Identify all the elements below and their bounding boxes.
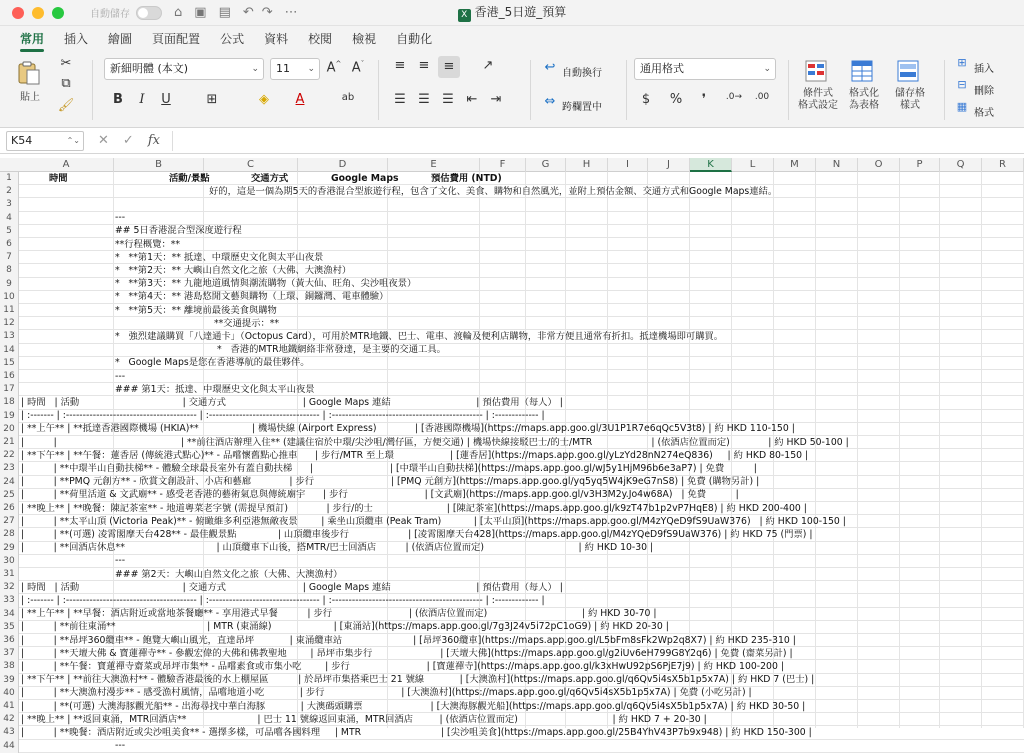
merge-center-button[interactable]: 跨欄置中 — [562, 102, 602, 113]
tab-home[interactable]: 常用 — [10, 30, 54, 52]
number-format-value: 通用格式 — [640, 62, 684, 75]
cell-area[interactable] — [19, 172, 1024, 752]
row-header[interactable]: 7 — [0, 251, 19, 264]
bold-button[interactable]: B — [113, 92, 123, 107]
insert-function-icon[interactable]: fx — [147, 133, 160, 148]
chevron-down-icon: ⌃⌄ — [66, 135, 80, 145]
tab-insert[interactable]: 插入 — [64, 32, 89, 46]
ribbon-tabs — [0, 26, 1024, 52]
cell-text[interactable]: | | **荷里活道 & 文武廟** - 感受老香港的藝術氣息與傳統廟宇 | 步行 | [文武廟](https://maps.app.goo.gl/v3H3M2y.Jo4w68A) | 免費 | — [21, 489, 739, 501]
save-icon[interactable]: ▣ — [194, 5, 207, 20]
column-header-i[interactable]: I — [608, 158, 648, 172]
row-header[interactable]: 44 — [0, 740, 19, 753]
column-header-r[interactable]: R — [982, 158, 1024, 172]
cell-styles-label-2[interactable]: 樣式 — [900, 100, 920, 111]
cell-text[interactable]: --- — [115, 740, 126, 752]
zoom-window-button[interactable] — [52, 7, 64, 19]
font-size-select[interactable] — [270, 58, 320, 80]
conditional-format-label-2[interactable]: 格式設定 — [798, 100, 838, 111]
header-cell[interactable]: 時間 — [49, 172, 68, 184]
increase-font-icon[interactable]: A^ — [326, 60, 342, 76]
cell-text[interactable]: | | **前往東涌** | MTR (東涌線) | [東涌站](https://maps.app.goo.gl/7g3J24v5i72pC1oG9) | 約 HKD 20-30 | — [21, 621, 669, 633]
cell-text[interactable]: * **第4天：** 港島悠閒文藝與購物（上環、銅鑼灣、電車體驗） — [115, 291, 389, 303]
cell-text[interactable]: | | **天壇大佛 & 寶蓮禪寺** - 參觀宏偉的大佛和佛教聖地 | 昂坪市集步行 | [天壇大佛](https://maps.app.goo.gl/g2iUv6eH799G8Y2q6) | 免費 (齋菜另計) | — [21, 647, 793, 659]
row-header[interactable]: 34 — [0, 608, 19, 621]
column-header-m[interactable]: M — [774, 158, 816, 172]
format-cells-button[interactable]: 格式 — [974, 108, 994, 119]
cell-text[interactable]: **行程概覽：** — [115, 238, 181, 250]
row-header[interactable]: 11 — [0, 304, 19, 317]
cell-text[interactable]: * **第2天：** 大嶼山自然文化之旅（大佛、大澳漁村） — [115, 264, 352, 276]
row-header[interactable]: 26 — [0, 502, 19, 515]
save-as-icon[interactable]: ▤ — [218, 5, 231, 20]
ribbon-home — [0, 52, 1024, 128]
row-header[interactable]: 24 — [0, 476, 19, 489]
align-left-icon[interactable]: ☰ — [394, 92, 406, 107]
cell-text[interactable]: | **下午** | **前往大澳漁村** - 體驗香港最後的水上棚屋區 | 於昂坪市集搭乘巴士 21 號線 | [大澳漁村](https://maps.app.goo.gl/q6Qv5i4sX5b1p5x7A) | 約 HKD 7 (巴士) | — [21, 674, 815, 686]
row-header[interactable]: 16 — [0, 370, 19, 383]
row-header[interactable]: 39 — [0, 674, 19, 687]
cell-text[interactable]: 好的，這是一個為期5天的香港混合型旅遊行程，包含了文化、美食、購物和自然風光，並附上預估金額、交通方式和Google Maps連結。 — [209, 185, 778, 197]
gridline — [857, 172, 858, 728]
cell-text[interactable]: | | | **前往酒店辦理入住** (建議住宿於中環/尖沙咀/灣仔區，方便交通) | 機場快線接駁巴士/的士/MTR | (依酒店位置而定) | 約 HKD 50-100 | — [21, 436, 849, 448]
paste-icon[interactable] — [16, 60, 42, 86]
cell-text[interactable]: | **上午** | **早餐：酒店附近或當地茶餐廳** - 享用港式早餐 | 步行 | (依酒店位置而定) | 約 HKD 30-70 | — [21, 608, 657, 620]
cell-text[interactable]: | :------- | :--------------------------------------- | :--------------------------------- | :--------------------------------------------- | :------------- | — [21, 410, 545, 422]
chevron-down-icon: ⌄ — [251, 64, 259, 74]
row-header[interactable]: 27 — [0, 515, 19, 528]
gridline — [899, 172, 900, 728]
column-header-q[interactable]: Q — [940, 158, 982, 172]
cell-text[interactable]: * 香港的MTR地鐵網絡非常發達，是主要的交通工具。 — [217, 344, 446, 356]
row-header[interactable]: 29 — [0, 542, 19, 555]
format-cells-icon[interactable]: ▦ — [956, 100, 968, 113]
row-header[interactable]: 33 — [0, 594, 19, 607]
cell-text[interactable]: | **下午** | **午餐：蓮香居 (傳統港式點心)** - 品嚐懷舊點心推車 | 步行/MTR 至上環 | [蓮香居](https://maps.app.goo.gl/yLzYd28nN274eQ836) | 約 HKD 80-150 | — [21, 449, 809, 461]
align-right-icon[interactable]: ☰ — [442, 92, 454, 107]
cell-text[interactable]: | :------- | :--------------------------------------- | :--------------------------------- | :--------------------------------------------- | :------------- | — [21, 594, 545, 606]
cell-text[interactable]: | 時間 | 活動 | 交通方式 | Google Maps 連結 | 預估費用（每人） | — [21, 581, 563, 593]
cell-text[interactable]: | | **PMQ 元創方** - 欣賞文創設計、小店和藝廊 | 步行 | [PMQ 元創方](https://maps.app.goo.gl/yq5yq5W4jK9eG7nS8) | 免費 (購物另計) | — [21, 476, 760, 488]
format-painter-icon[interactable]: 🖌 — [57, 98, 75, 113]
row-header[interactable]: 17 — [0, 383, 19, 396]
cell-text[interactable]: **交通提示：** — [214, 317, 280, 329]
cell-text[interactable]: | | **回酒店休息** | 山頂纜車下山後，搭MTR/巴士回酒店 | (依酒店位置而定) | 約 HKD 10-30 | — [21, 542, 654, 554]
number-format-select[interactable] — [634, 58, 776, 80]
wrap-text-icon[interactable]: ↩ — [544, 60, 556, 75]
tab-draw[interactable]: 繪圖 — [108, 32, 133, 46]
column-header-d[interactable]: D — [298, 158, 388, 172]
tab-automate[interactable]: 自動化 — [396, 32, 433, 46]
tab-review[interactable]: 校閱 — [308, 32, 333, 46]
enter-icon[interactable]: ✓ — [122, 133, 134, 148]
cell-text[interactable]: | | **(可選) 凌霄閣摩天台428** - 最佳觀景點 | 山頂纜車後步行 | [凌霄閣摩天台428](https://maps.app.goo.gl/M4zYQeD9fS9UaW376) | 約 HKD 75 (門票) | — [21, 528, 813, 540]
column-header-k[interactable]: K — [690, 158, 732, 172]
tab-view[interactable]: 檢視 — [352, 32, 377, 46]
percent-icon[interactable]: % — [669, 92, 683, 107]
row-header[interactable]: 35 — [0, 621, 19, 634]
name-box[interactable] — [6, 131, 84, 151]
row-header[interactable]: 36 — [0, 634, 19, 647]
cell-text[interactable]: | | **昂坪360纜車** - 飽覽大嶼山風光，直達昂坪 | 東涌纜車站 | [昂坪360纜車](https://maps.app.goo.gl/L5bFm8sFk2Wp2q8X7) | 約 HKD 235-310 | — [21, 634, 796, 646]
row-header[interactable]: 10 — [0, 291, 19, 304]
conditional-format-label-1[interactable]: 條件式 — [803, 88, 833, 99]
column-header-b[interactable]: B — [114, 158, 204, 172]
font-name-select[interactable] — [104, 58, 264, 80]
cell-text[interactable]: --- — [115, 555, 126, 567]
merge-center-icon[interactable]: ⇔ — [544, 94, 556, 109]
tab-data[interactable]: 資料 — [264, 32, 289, 46]
cell-text[interactable]: ## 5日香港混合型深度遊行程 — [115, 225, 242, 237]
formula-bar — [0, 128, 1024, 154]
row-header[interactable]: 30 — [0, 555, 19, 568]
column-header-l[interactable]: L — [732, 158, 774, 172]
cell-text[interactable]: * **第3天：** 九龍地道風情與潮流購物（黃大仙、旺角、尖沙咀夜景） — [115, 278, 417, 290]
title-bar — [0, 0, 1024, 26]
row-header[interactable]: 42 — [0, 713, 19, 726]
decrease-font-icon[interactable]: $A^ˇ$ — [351, 60, 365, 76]
cancel-icon[interactable]: ✕ — [98, 133, 109, 148]
row-header[interactable]: 43 — [0, 726, 19, 739]
format-as-table-icon[interactable] — [850, 58, 876, 84]
cell-text[interactable]: | **晚上** | **晚餐：陳記茶室** - 地道粵菜老字號 (需提早預訂) | 步行/的士 | [陳記茶室](https://maps.app.goo.gl/k9zT47b1p2vP7HqE8) | 約 HKD 200-400 | — [21, 502, 807, 514]
increase-indent-icon[interactable]: ⇥ — [490, 92, 502, 107]
cell-text[interactable]: | **晚上** | **返回東涌，MTR回酒店** | 巴士 11 號線返回東涌，MTR回酒店 | (依酒店位置而定) | 約 HKD 7 + 20-30 | — [21, 713, 707, 725]
row-header[interactable]: 6 — [0, 238, 19, 251]
cell-text[interactable]: ### 第1天：抵達、中環歷史文化與太平山夜景 — [115, 383, 315, 395]
header-cell[interactable]: 預估費用 (NTD) — [431, 172, 502, 184]
row-header[interactable]: 4 — [0, 212, 19, 225]
minimize-window-button[interactable] — [32, 7, 44, 19]
column-header-f[interactable]: F — [480, 158, 526, 172]
font-size-value: 11 — [276, 62, 290, 75]
document-title-text: 香港_5日遊_預算 — [474, 5, 567, 19]
header-cell[interactable]: 活動/景點 — [169, 172, 210, 184]
cell-text[interactable]: | | **午餐：寶蓮禪寺齋菜或昂坪市集** - 品嚐素食或市集小吃 | 步行 | [寶蓮禪寺](https://maps.app.goo.gl/k3xHwU92pS6PjE7j9) | 約 HKD 100-200 | — [21, 660, 784, 672]
decrease-indent-icon[interactable]: ⇤ — [466, 92, 478, 107]
decrease-decimal-icon[interactable]: .00 — [754, 92, 770, 102]
row-header[interactable]: 31 — [0, 568, 19, 581]
autosave-toggle[interactable] — [136, 6, 162, 20]
cell-text[interactable]: * Google Maps是您在香港導航的最佳夥伴。 — [115, 357, 310, 369]
tab-formulas[interactable]: 公式 — [220, 32, 245, 46]
gridline — [981, 172, 982, 728]
row-header[interactable]: 25 — [0, 489, 19, 502]
align-bottom-icon[interactable]: ≡ — [438, 56, 460, 78]
header-cell[interactable]: Google Maps — [331, 172, 399, 184]
row-header[interactable]: 12 — [0, 317, 19, 330]
row-header[interactable]: 15 — [0, 357, 19, 370]
insert-cells-button[interactable]: 插入 — [974, 64, 994, 75]
copy-icon[interactable]: ⧉ — [61, 76, 71, 91]
window-controls — [0, 7, 64, 19]
tab-page-layout[interactable]: 頁面配置 — [152, 32, 201, 46]
conditional-format-icon[interactable] — [804, 58, 830, 84]
delete-cells-icon[interactable]: ⊟ — [957, 78, 967, 91]
cell-text[interactable]: | | **大澳漁村漫步** - 感受漁村風情，品嚐地道小吃 | 步行 | [大澳漁村](https://maps.app.goo.gl/q6Qv5i4sX5b1p5x7A) | 免費 (小吃另計) | — [21, 687, 752, 699]
row-header[interactable]: 14 — [0, 344, 19, 357]
row-header[interactable]: 18 — [0, 396, 19, 409]
row-header[interactable]: 2 — [0, 185, 19, 198]
fill-color-icon[interactable]: ◈ — [259, 92, 269, 107]
cell-text[interactable]: * 強烈建議購買「八達通卡」（Octopus Card），可用於MTR地鐵、巴士、電車、渡輪及便利店購物，非常方便且通常有折扣。抵達機場即可購買。 — [115, 330, 724, 342]
row-header[interactable]: 3 — [0, 198, 19, 211]
cell-text[interactable]: | | **晚餐：酒店附近或尖沙咀美食** - 選擇多樣，可品嚐各國料理 | MTR | [尖沙咀美食](https://maps.app.goo.gl/25B4YhV43P7b9x948) | 約 HKD 150-300 | — [21, 726, 812, 738]
column-header-p[interactable]: P — [900, 158, 940, 172]
italic-button[interactable]: I — [139, 92, 145, 107]
increase-decimal-icon[interactable]: .0→ — [725, 92, 743, 102]
cell-text[interactable]: ### 第2天：大嶼山自然文化之旅（大佛、大澳漁村） — [115, 568, 343, 580]
align-top-icon[interactable]: ≡ — [394, 58, 406, 73]
chevron-down-icon: ⌄ — [307, 64, 315, 74]
row-header[interactable]: 23 — [0, 462, 19, 475]
column-headers — [0, 158, 1024, 172]
column-header-e[interactable]: E — [388, 158, 480, 172]
autosave-label: 自動儲存 — [90, 9, 130, 20]
paste-label[interactable]: 貼上 — [20, 92, 40, 103]
comma-style-icon[interactable]: ❜ — [701, 92, 707, 107]
name-box-value: K54 — [11, 133, 33, 147]
cell-text[interactable]: | 時間 | 活動 | 交通方式 | Google Maps 連結 | 預估費用（每人） | — [21, 396, 563, 408]
close-window-button[interactable] — [12, 7, 24, 19]
row-header[interactable]: 40 — [0, 687, 19, 700]
row-header[interactable]: 20 — [0, 423, 19, 436]
more-icon[interactable]: ⋯ — [284, 5, 298, 20]
cell-text[interactable]: * **第5天：** 離境前最後美食與購物 — [115, 304, 277, 316]
row-header[interactable]: 38 — [0, 660, 19, 673]
align-center-icon[interactable]: ☰ — [418, 92, 430, 107]
row-header[interactable]: 13 — [0, 330, 19, 343]
gridline — [19, 211, 1024, 212]
formula-input[interactable] — [172, 131, 1024, 151]
column-header-o[interactable]: O — [858, 158, 900, 172]
row-header[interactable]: 41 — [0, 700, 19, 713]
cell-text[interactable]: --- — [115, 370, 126, 382]
redo-icon[interactable]: ↷ — [261, 5, 273, 20]
header-cell[interactable]: 交通方式 — [251, 172, 289, 184]
column-header-c[interactable]: C — [204, 158, 298, 172]
phonetic-icon[interactable]: ab — [341, 92, 355, 103]
column-header-h[interactable]: H — [566, 158, 608, 172]
insert-cells-icon[interactable]: ⊞ — [957, 56, 967, 69]
format-as-table-label-1[interactable]: 格式化 — [849, 88, 879, 99]
cell-styles-label-1[interactable]: 儲存格 — [895, 88, 925, 99]
column-header-g[interactable]: G — [526, 158, 566, 172]
wrap-text-button[interactable]: 自動換行 — [562, 68, 602, 79]
delete-cells-button[interactable]: 刪除 — [974, 86, 994, 97]
home-icon[interactable]: ⌂ — [174, 5, 183, 20]
borders-icon[interactable]: ⊞ — [206, 92, 218, 107]
align-middle-icon[interactable]: ≡ — [418, 58, 430, 73]
column-header-j[interactable]: J — [648, 158, 690, 172]
format-as-table-label-2[interactable]: 為表格 — [849, 100, 879, 111]
row-header[interactable]: 32 — [0, 581, 19, 594]
gridline — [939, 172, 940, 728]
row-header[interactable]: 37 — [0, 647, 19, 660]
cell-text[interactable]: | | **中環半山自動扶梯** - 體驗全球最長室外有蓋自動扶梯 | | [中環半山自動扶梯](https://maps.app.goo.gl/wJ5y1HjM96b6e3aP7) | 免費 | — [21, 462, 757, 474]
cut-icon[interactable]: ✂ — [60, 56, 72, 71]
cell-text[interactable]: | | **太平山頂 (Victoria Peak)** - 俯瞰維多利亞港無敵夜景 | 乘坐山頂纜車 (Peak Tram) | [太平山頂](https://maps.app.goo.gl/M4zYQeD9fS9UaW376) | 約 HKD 100-150 | — [21, 515, 846, 527]
cell-styles-icon[interactable] — [896, 58, 922, 84]
row-header[interactable]: 28 — [0, 528, 19, 541]
row-header[interactable]: 1 — [0, 172, 19, 185]
row-header[interactable]: 19 — [0, 410, 19, 423]
gridline — [815, 172, 816, 728]
row-header[interactable]: 21 — [0, 436, 19, 449]
row-header[interactable]: 5 — [0, 225, 19, 238]
font-color-icon[interactable]: A — [295, 92, 305, 107]
worksheet-grid[interactable] — [0, 154, 1024, 752]
currency-icon[interactable]: $ — [641, 92, 651, 107]
row-header[interactable]: 22 — [0, 449, 19, 462]
chevron-down-icon: ⌄ — [763, 64, 771, 74]
undo-icon[interactable]: ↶ — [242, 5, 254, 20]
column-header-a[interactable]: A — [19, 158, 114, 172]
row-header[interactable]: 9 — [0, 278, 19, 291]
font-name-value: 新細明體 (本文) — [110, 62, 189, 75]
cell-text[interactable]: --- — [115, 212, 126, 224]
orientation-icon[interactable]: ↗ — [482, 58, 494, 73]
cell-text[interactable]: * **第1天：** 抵達、中環歷史文化與太平山夜景 — [115, 251, 324, 263]
row-header[interactable]: 8 — [0, 264, 19, 277]
cell-text[interactable]: | **上午** | **抵達香港國際機場 (HKIA)** | 機場快線 (Airport Express) | [香港國際機場](https://maps.app.goo.gl/3U1P1R7e6qQc5V3t8) | 約 HKD 110-150 | — [21, 423, 795, 435]
underline-button[interactable]: U — [161, 92, 171, 107]
cell-text[interactable]: | | **(可選) 大澳海豚觀光船** - 出海尋找中華白海豚 | 大澳碼頭購票 | [大澳海豚觀光船](https://maps.app.goo.gl/q6Qv5i4sX5b1p5x7A) | 約 HKD 30-50 | — [21, 700, 806, 712]
excel-icon: X — [458, 9, 471, 22]
column-header-n[interactable]: N — [816, 158, 858, 172]
